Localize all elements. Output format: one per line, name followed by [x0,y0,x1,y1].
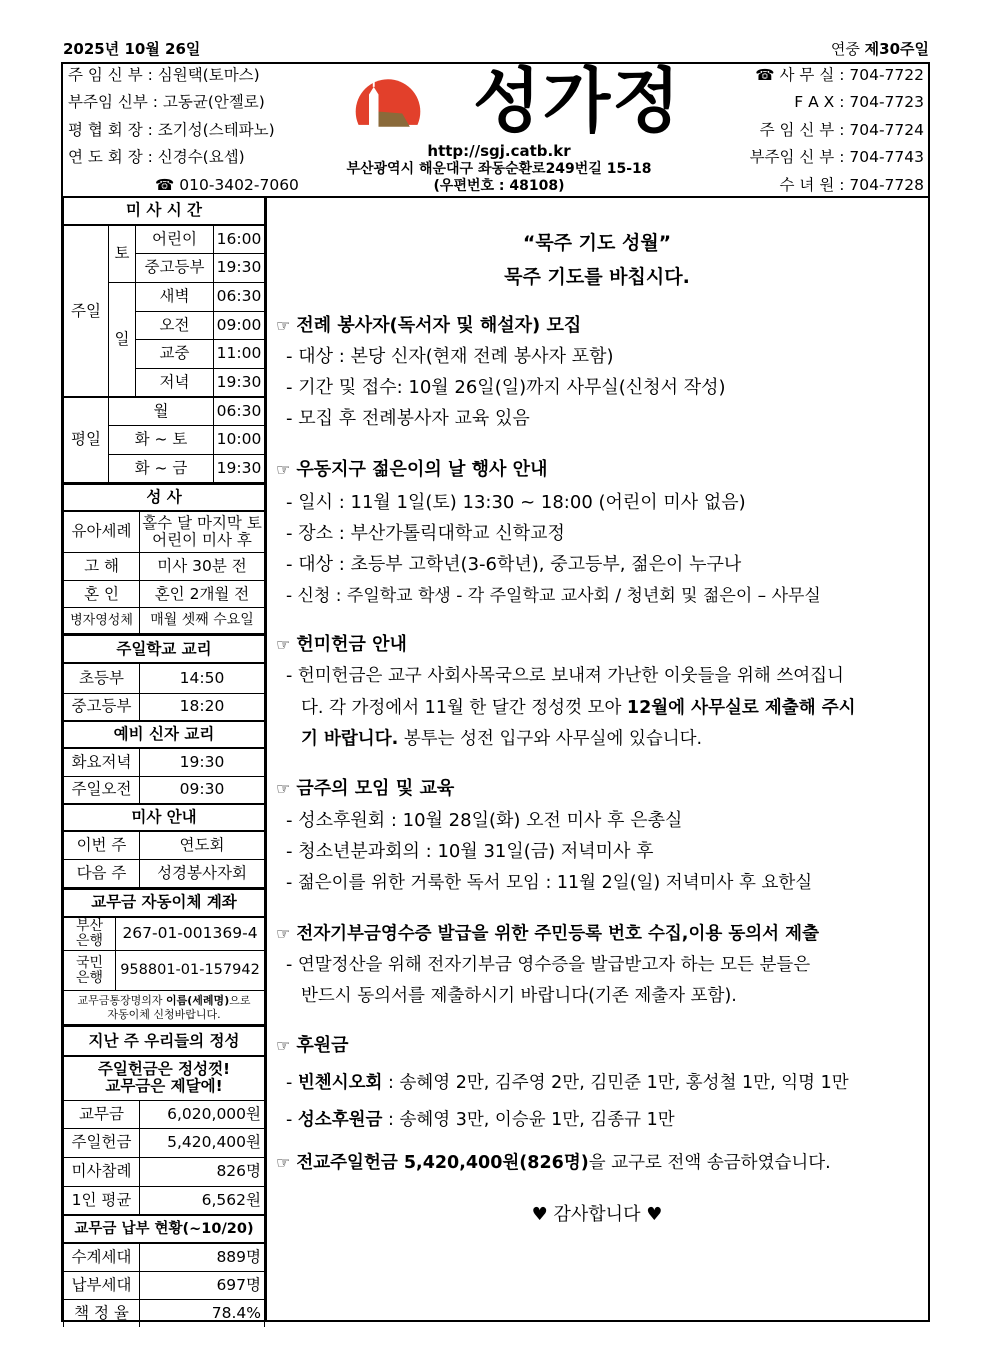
section-heading: ☞ 후원금 [276,1035,349,1056]
section-heading: ☞ 우동지구 젊은이의 날 행사 안내 [276,459,548,480]
section-title: 교무금 자동이체 계좌 [64,889,265,917]
value: 홀수 달 마지막 토 어린이 미사 후 [140,511,265,553]
value: 09:00 [214,311,265,339]
thanks: ♥ 감사합니다 ♥ [531,1204,663,1225]
value: 19:30 [214,253,265,282]
label: 중고등부 [136,253,214,282]
section-title: 성 사 [64,484,265,511]
label: 교중 [136,339,214,368]
label: 혼 인 [64,581,140,608]
bank-name: 부산 은행 [64,917,116,951]
staff-line: 평 협 회 장 : 조기성(스테파노) [68,121,275,139]
staff-line: 주 임 신 부 : 심원택(토마스) [68,66,260,84]
list-item: - 청소년분과회의 : 10월 31일(금) 저녁미사 후 [286,841,654,862]
value: 19:30 [214,368,265,397]
label: 고 해 [64,553,140,581]
value: 혼인 2개월 전 [140,581,265,608]
account-number: 267-01-001369-4 [116,917,265,951]
phone-icon: ☎ [755,66,775,84]
section-title: 주일학교 교리 [64,635,265,663]
value: 6,562원 [140,1186,265,1215]
list-item: - 대상 : 본당 신자(현재 전례 봉사자 포함) [286,346,614,367]
account-note: 교무금통장명의자 이름(세례명)으로 자동이체 신청바랍니다. [64,991,265,1025]
section-heading: ☞ 전자기부금영수증 발급을 위한 주민등록 번호 수집,이용 동의서 제출 [276,924,819,944]
section-title: 미 사 시 간 [64,197,265,225]
label: 책 정 율 [64,1299,140,1327]
label: 화 ~ 토 [109,425,214,454]
heart-icon: ♥ [531,1204,548,1225]
label: 화 ~ 금 [109,454,214,482]
pointing-hand-icon: ☞ [276,924,291,943]
offering-slogan: 주일헌금은 정성껏! 교무금은 제달에! [64,1056,265,1100]
list-item: - 모집 후 전례봉사자 교육 있음 [286,408,530,429]
list-item: - 기간 및 접수: 10월 26일(일)까지 사무실(신청서 작성) [286,377,726,398]
label: 토 [109,225,136,282]
label: 교무금 [64,1100,140,1128]
contact-line: 수 녀 원 : 704-7728 [779,176,924,194]
website-link[interactable]: http://sgj.catb.kr [427,142,571,160]
address: 부산광역시 해운대구 좌동순환로249번길 15-18 (우편번호 : 48108) [346,161,652,194]
account-number: 958801-01-157942 [116,951,265,991]
sunday-school-table [63,634,265,888]
label: 주일오전 [64,776,140,804]
pointing-hand-icon: ☞ [276,1153,291,1172]
offering-table [63,1025,265,1327]
masthead [61,62,930,198]
value: 연도회 [140,831,265,859]
value: 매월 셋째 수요일 [140,608,265,634]
heart-icon: ♥ [646,1204,663,1225]
contact-line: 주 임 신 부 : 704-7724 [759,121,924,139]
issue-date: 2025년 10월 26일 [63,40,201,58]
value: 10:00 [214,425,265,454]
label: 다음 주 [64,859,140,887]
label: 화요저녁 [64,748,140,776]
value: 06:30 [214,282,265,311]
value: 5,420,400원 [140,1128,265,1157]
label: 월 [109,397,214,425]
list-item: - 신청 : 주일학교 학생 - 각 주일학교 교사회 / 청년회 및 젊은이 – 사무실 [286,586,821,606]
section-heading: ☞ 금주의 모임 및 교육 [276,778,455,799]
pointing-hand-icon: ☞ [276,460,291,479]
pointing-hand-icon: ☞ [276,635,291,654]
value: 18:20 [140,693,265,721]
value: 14:50 [140,663,265,693]
label: 어린이 [136,225,214,253]
paragraph-line: - 헌미헌금은 교구 사회사목국으로 보내져 가난한 이웃들을 위해 쓰여집니 [286,666,844,686]
contact-line: 부주임 신 부 : 704-7743 [749,148,924,166]
donation-line: - 빈첸시오회 : 송혜영 2만, 김주영 2만, 김민준 1만, 홍성철 1만, 익명 1만 [286,1073,849,1093]
sacraments-table [63,483,265,635]
value: 19:30 [214,454,265,482]
pointing-hand-icon: ☞ [276,779,291,798]
label: 미사참례 [64,1157,140,1186]
paragraph-line: 반드시 동의서를 제출하시기 바랍니다(기존 제출자 포함). [301,986,737,1006]
label: 일 [109,282,136,397]
phone-line: ☎ 010-3402-7060 [155,176,299,194]
label: 중고등부 [64,693,140,721]
mission-sunday-note: ☞ 전교주일헌금 5,420,400원(826명)을 교구로 전액 송금하였습니다. [276,1153,831,1173]
liturgical-week [831,39,929,59]
headline: “묵주 기도 성월” [522,232,672,254]
value: 826명 [140,1157,265,1186]
value: 11:00 [214,339,265,368]
section-title: 예비 신자 교리 [64,721,265,748]
label: 저녁 [136,368,214,397]
pointing-hand-icon: ☞ [276,316,291,335]
value: 미사 30분 전 [140,553,265,581]
bank-name: 국민 은행 [64,951,116,991]
section-title: 미사 안내 [64,804,265,831]
value: 성경봉사자회 [140,859,265,887]
announcements [266,197,930,1322]
label: 주일헌금 [64,1128,140,1157]
week-prefix: 연중 [830,40,865,58]
pointing-hand-icon: ☞ [276,1036,291,1055]
mass-schedule-table [63,197,265,483]
value: 16:00 [214,225,265,253]
church-logo [333,66,443,142]
donation-line: - 성소후원금 : 송혜영 3만, 이승윤 1만, 김종규 1만 [286,1110,675,1130]
label: 병자영성체 [64,608,140,634]
value: 889명 [140,1243,265,1271]
value: 78.4% [140,1299,265,1327]
paragraph-line: 다. 각 가정에서 11월 한 달간 정성껏 모아 12월에 사무실로 제출해 주시 [301,698,856,718]
subheadline: 묵주 기도를 바칩시다. [504,266,690,288]
list-item: - 대상 : 초등부 고학년(3-6학년), 중고등부, 젊은이 누구나 [286,554,742,575]
label: 오전 [136,311,214,339]
label: 새벽 [136,282,214,311]
value: 09:30 [140,776,265,804]
parish-title: 성가정 [473,60,682,142]
account-table [63,888,265,1026]
label: 초등부 [64,663,140,693]
contact-line: ☎ 사 무 실 : 704-7722 [755,66,924,84]
section-heading: ☞ 헌미헌금 안내 [276,634,407,655]
contact-line: F A X : 704-7723 [794,93,924,111]
staff-line: 부주임 신부 : 고동균(안젤로) [68,93,265,111]
value: 06:30 [214,397,265,425]
list-item: - 젊은이를 위한 거룩한 독서 모임 : 11월 2일(일) 저녁미사 후 요한실 [286,873,813,893]
paragraph-line: - 연말정산을 위해 전자기부금 영수증을 발급받고자 하는 모든 분들은 [286,955,811,975]
list-item: - 장소 : 부산가톨릭대학교 신학교정 [286,523,565,544]
section-heading: ☞ 전례 봉사자(독서자 및 해설자) 모집 [276,315,582,336]
value: 697명 [140,1271,265,1299]
label: 평일 [64,397,109,482]
phone-icon: ☎ [155,176,175,194]
staff-line: 연 도 회 장 : 신경수(요셉) [68,148,245,166]
week-label: 제30주일 [864,40,929,58]
value: 19:30 [140,748,265,776]
section-title: 지난 주 우리들의 정성 [64,1026,265,1056]
section-title: 교무금 납부 현황(~10/20) [64,1215,265,1243]
list-item: - 성소후원회 : 10월 28일(화) 오전 미사 후 은총실 [286,810,683,831]
label: 유아세례 [64,511,140,553]
label: 주일 [64,225,109,397]
paragraph-line: 기 바랍니다. 봉투는 성전 입구와 사무실에 있습니다. [301,729,703,749]
value: 6,020,000원 [140,1100,265,1128]
info-sidebar [61,197,267,1322]
label: 이번 주 [64,831,140,859]
label: 납부세대 [64,1271,140,1299]
label: 수계세대 [64,1243,140,1271]
label: 1인 평균 [64,1186,140,1215]
list-item: - 일시 : 11월 1일(토) 13:30 ~ 18:00 (어린이 미사 없음) [286,492,746,513]
